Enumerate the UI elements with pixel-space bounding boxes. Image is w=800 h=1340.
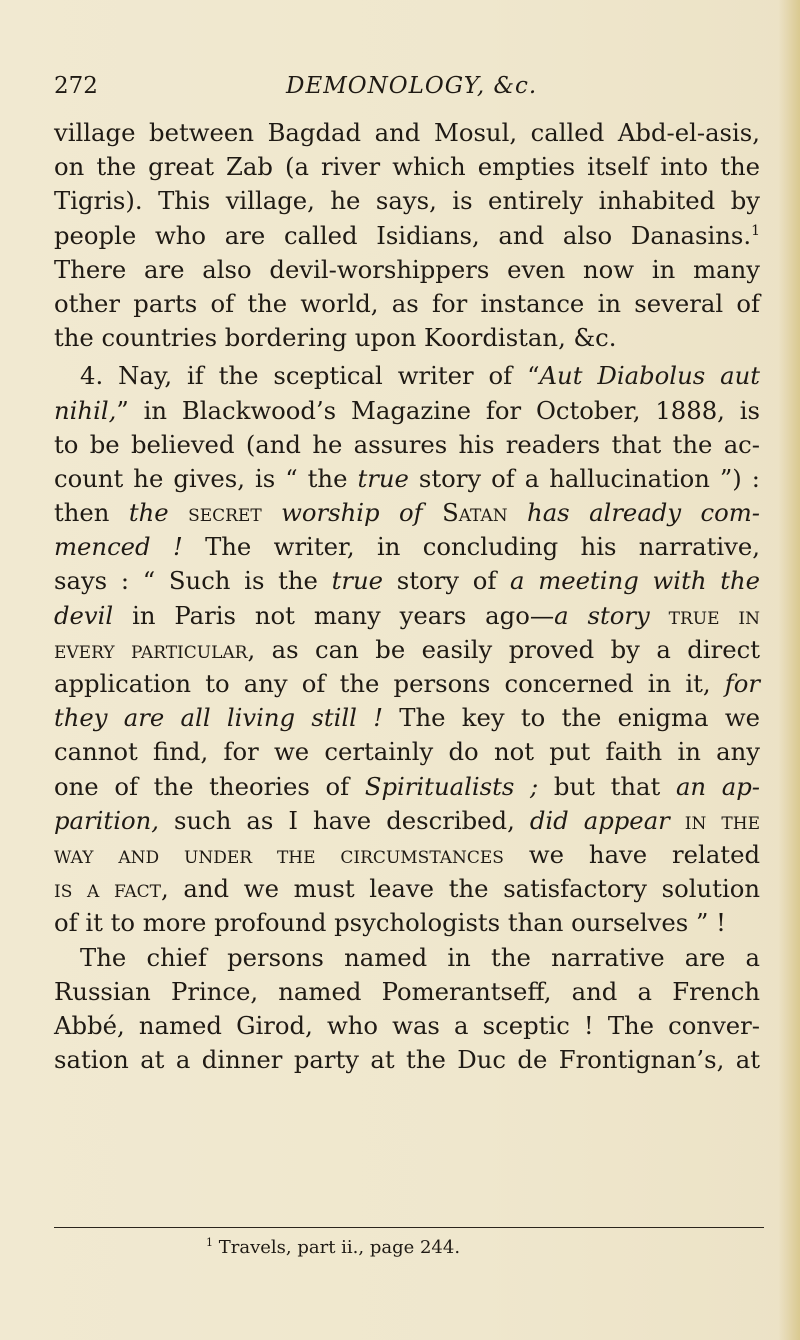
text-line: the countries bordering upon Koordistan, &c.	[54, 323, 617, 353]
text-line: every particular, as can be easily proved by a direct	[54, 634, 760, 664]
footnote-reference[interactable]: 1	[751, 222, 760, 239]
text-line: sation at a dinner party at the Duc de Frontignan’s, at	[54, 1045, 760, 1075]
text-line: to be believed (and he assures his readers that the ac-	[54, 429, 760, 459]
text-line: says : “ Such is the true story of a meeting with the	[54, 566, 760, 596]
page-number: 272	[54, 73, 98, 99]
paragraph-2	[54, 359, 760, 940]
footnote-text: Travels, part ii., page 244.	[218, 1237, 461, 1258]
text-line: village between Bagdad and Mosul, called Abd-el-asis,	[54, 118, 760, 147]
paragraph-3	[54, 941, 760, 1078]
text-line: then the secret worship of Satan has already com-	[54, 498, 760, 528]
text-line: on the great Zab (a river which empties itself into the	[54, 152, 760, 182]
page-edge-shadow	[778, 0, 800, 1340]
text-line: of it to more profound psychologists than ourselves ” !	[54, 908, 726, 938]
text-line: is a fact, and we must leave the satisfactory solution	[54, 874, 760, 904]
text-line: application to any of the persons concerned in it, for	[54, 669, 760, 698]
text-line: There are also devil-worshippers even now in many	[54, 254, 760, 284]
text-line: people who are called Isidians, and also Danasins.$^1$	[54, 220, 760, 250]
text-line: Tigris). This village, he says, is entirely inhabited by	[54, 186, 760, 216]
text-line: Russian Prince, named Pomerantseff, and a French	[54, 976, 760, 1006]
page-header	[54, 73, 754, 113]
text-line: The chief persons named in the narrative are a	[80, 942, 760, 972]
text-line: nihil,” in Blackwood’s Magazine for October, 1888, is	[54, 395, 760, 425]
footnote	[206, 1237, 460, 1258]
footnote-marker: 1	[206, 1236, 213, 1249]
text-line: count he gives, is “ the true story of a hallucination ”) :	[54, 463, 760, 493]
text-line: menced ! The writer, in concluding his narrative,	[54, 532, 760, 562]
text-line: they are all living still ! The key to the enigma we	[54, 703, 760, 733]
paragraph-1	[54, 116, 760, 355]
body-text	[54, 116, 760, 1077]
text-line: one of the theories of Spiritualists ; but that an ap-	[54, 771, 761, 801]
footnote-divider	[54, 1227, 764, 1228]
text-line: devil in Paris not many years ago—a story true in	[54, 600, 760, 630]
text-line: 4. Nay, if the sceptical writer of “Aut Diabolus aut	[80, 361, 761, 391]
text-line: parition, such as I have described, did appear in the	[54, 805, 760, 835]
running-head: DEMONOLOGY, &c.	[286, 73, 538, 99]
text-line: cannot find, for we certainly do not put faith in any	[54, 737, 760, 767]
text-line: way and under the circumstances we have related	[54, 839, 760, 869]
text-line: Abbé, named Girod, who was a sceptic ! The conver-	[54, 1010, 760, 1040]
text-line: other parts of the world, as for instance in several of	[54, 288, 760, 318]
